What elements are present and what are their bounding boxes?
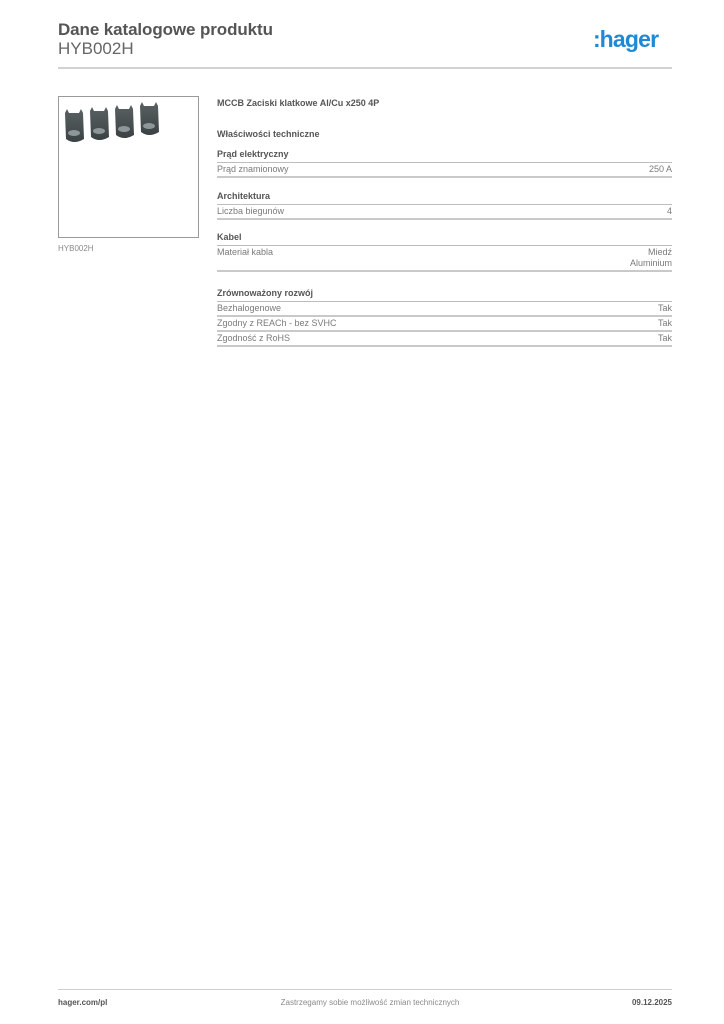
row-label: Zgodny z REACh - bez SVHC — [217, 318, 337, 328]
row-value: Tak — [657, 318, 672, 328]
footer-divider — [58, 989, 672, 990]
table-row — [217, 317, 672, 332]
footer-website-link[interactable]: hager.com/pl — [58, 998, 108, 1007]
footer-date: 09.12.2025 — [631, 998, 672, 1007]
header-divider — [58, 67, 672, 69]
row-value: Tak — [657, 333, 672, 343]
row-label: Zgodność z RoHS — [217, 333, 291, 343]
table-row — [217, 332, 672, 347]
row-label: Bezhalogenowe — [217, 303, 282, 313]
product-code: HYB002H — [58, 39, 134, 58]
footer-disclaimer: Zastrzegamy sobie możliwość zmian technicznych — [280, 998, 460, 1007]
product-name: MCCB Zaciski klatkowe Al/Cu x250 4P — [217, 98, 380, 108]
image-caption: HYB002H — [58, 244, 94, 253]
row-label: Liczba biegunów — [217, 206, 285, 216]
cage-terminals-icon — [59, 97, 198, 157]
row-value: Miedź Aluminium — [629, 247, 672, 268]
group-cable — [217, 231, 672, 272]
product-image — [58, 96, 199, 238]
row-value: 4 — [666, 206, 672, 216]
product-details — [217, 96, 672, 347]
document-title: Dane katalogowe produktu — [58, 20, 273, 39]
table-row — [217, 205, 672, 220]
group-electric-current — [217, 148, 672, 178]
section-title: Właściwości techniczne — [217, 129, 320, 139]
row-value: 250 A — [648, 164, 672, 174]
table-row — [217, 246, 672, 272]
group-title: Zrównoważony rozwój — [217, 287, 672, 302]
row-label: Materiał kabla — [217, 247, 274, 257]
table-row — [217, 163, 672, 178]
group-title: Architektura — [217, 190, 672, 205]
group-title: Kabel — [217, 231, 672, 246]
table-row — [217, 302, 672, 317]
row-label: Prąd znamionowy — [217, 164, 289, 174]
group-title: Prąd elektryczny — [217, 148, 672, 163]
logo-text: hager — [599, 26, 659, 52]
hager-logo — [593, 28, 658, 51]
group-sustainability — [217, 287, 672, 347]
group-architecture — [217, 190, 672, 220]
row-value: Tak — [657, 303, 672, 313]
logo-colon: : — [593, 26, 600, 52]
